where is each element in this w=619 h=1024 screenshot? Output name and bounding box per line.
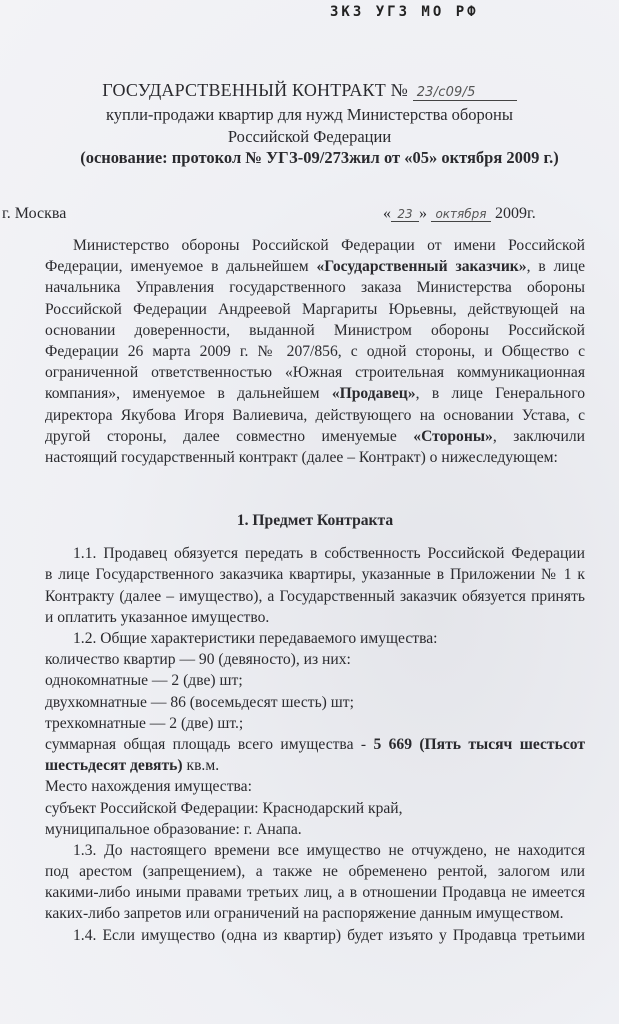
text-line [45, 903, 585, 924]
text-line [45, 299, 585, 320]
text-segment: настоящий государственный контракт (далее – Контракт) о нижеследующем: [45, 448, 558, 466]
text-segment: каких-либо запретов или ограничений на распоряжение данным имуществом. [45, 905, 564, 923]
text-line [45, 341, 585, 362]
bold-text: «Государственный заказчик» [316, 258, 527, 276]
text-segment: Российской Федерации Андреевой Маргариты Юрьевны, действующей на [45, 300, 585, 318]
text-segment: Место нахождения имущества: [45, 778, 252, 796]
text-segment: под арестом (запрещением), а также не обременено рентой, залогом или [45, 863, 585, 881]
contract-title [0, 80, 619, 101]
text-segment: директора Якубова Игоря Валиевича, действующего на основании Устава, с [45, 406, 585, 424]
text-line [45, 628, 585, 649]
text-line [45, 586, 585, 607]
text-segment: , в лице Генерального [415, 385, 585, 403]
text-line [45, 776, 585, 797]
city: г. Москва [2, 205, 67, 222]
paragraph [45, 235, 585, 468]
text-segment: , в лице [526, 258, 585, 276]
text-segment: субъект Российской Федерации: Краснодарский край, [45, 799, 403, 817]
text-line [45, 798, 585, 819]
date-close-quote: » [419, 205, 427, 222]
text-segment: , заключили [492, 427, 585, 445]
paragraph [45, 543, 585, 946]
text-line [45, 692, 585, 713]
date-month-handwritten: октября [431, 207, 491, 222]
text-line [45, 277, 585, 298]
bold-text: 1. Предмет Контракта [236, 512, 394, 530]
text-segment: 1.3. До настоящего времени все имущество не отчуждено, не находится [73, 841, 585, 859]
text-line [45, 649, 585, 670]
text-segment: однокомнатные — 2 (две) шт; [45, 672, 243, 690]
text-line [45, 543, 585, 564]
text-line [45, 426, 585, 447]
contract-basis: (основание: протокол № УГЗ-09/273жил от «05» октября 2009 г.) [80, 148, 559, 167]
bold-text: «Продавец» [331, 385, 416, 403]
text-line [45, 320, 585, 341]
text-line [45, 607, 585, 628]
text-segment: начальника Управления государственного заказа Министерства обороны [45, 279, 585, 297]
text-segment: 1.1. Продавец обязуется передать в собственность Российской Федерации [73, 545, 585, 563]
bold-text: «Стороны» [413, 427, 493, 445]
text-segment: муниципальное образование: г. Анапа. [45, 820, 302, 838]
text-segment: двухкомнатные — 86 (восемьдесят шесть) шт; [45, 693, 354, 711]
text-segment: кв.м. [182, 757, 220, 775]
bold-text: шестьдесят девять) [45, 757, 183, 775]
text-segment: в лице Государственного заказчика квартиры, указанные в Приложении № 1 к [45, 566, 585, 584]
text-segment: 1.4. Если имущество (одна из квартир) будет изъято у Продавца третьими [73, 926, 585, 944]
text-line [45, 510, 585, 531]
text-line [45, 840, 585, 861]
text-line [45, 564, 585, 585]
text-segment: Федерации, именуемое в дальнейшем [45, 258, 317, 276]
text-segment: 1.2. Общие характеристики передаваемого имущества: [73, 630, 438, 647]
text-line [45, 405, 585, 426]
text-line [45, 925, 585, 946]
text-line [45, 755, 585, 776]
text-line [45, 256, 585, 277]
text-segment: Контракту (далее – имущество), а Государственный заказчик обязуется принять [45, 587, 585, 605]
text-segment: и оплатить указанное имущество. [45, 608, 270, 626]
date-open-quote: « [383, 205, 391, 222]
contract-number-handwritten: 23/с09/5 [413, 85, 517, 101]
text-line [45, 447, 585, 468]
text-segment: суммарная общая площадь всего имущества - [45, 735, 374, 753]
text-line [45, 362, 585, 383]
text-segment: основании доверенности, выданной Министром обороны Российской [45, 321, 585, 339]
text-line [45, 861, 585, 882]
contract-date [383, 205, 536, 223]
bold-text: 5 669 (Пять тысяч шестьсот [373, 735, 585, 753]
text-segment: количество квартир — 90 (девяносто), из них: [45, 651, 351, 669]
text-segment: компания», именуемое в дальнейшем [45, 385, 332, 403]
text-segment: Федерации 26 марта 2009 г. № 207/856, с одной стороны, и Общество с [45, 342, 585, 360]
text-segment: какими-либо иными правами третьих лиц, а в отношении Продавца не имеется [45, 884, 585, 902]
text-line [45, 383, 585, 404]
text-segment: ограниченной ответственностью «Южная строительная коммуникационная [45, 364, 585, 382]
date-day-handwritten: 23 [391, 207, 419, 222]
registration-stamp: ЗКЗ УГЗ МО РФ [330, 4, 479, 20]
text-segment: трехкомнатные — 2 (две) шт.; [45, 714, 244, 732]
contract-body [45, 235, 585, 946]
text-segment: другой стороны, далее совместно именуемые [45, 427, 414, 445]
section-heading [45, 510, 585, 531]
text-line [45, 882, 585, 903]
text-line [45, 670, 585, 691]
text-line [45, 734, 585, 755]
text-segment: Министерство обороны Российской Федерации от имени Российской [73, 237, 585, 254]
contract-subtitle-2: Российской Федерации [227, 127, 392, 146]
text-line [45, 713, 585, 734]
contract-title-text: ГОСУДАРСТВЕННЫЙ КОНТРАКТ № [102, 80, 408, 100]
contract-subtitle-1: купли-продажи квартир для нужд Министерства обороны [106, 105, 513, 124]
text-line [45, 819, 585, 840]
date-year: 2009г. [495, 205, 536, 222]
text-line [45, 235, 585, 256]
